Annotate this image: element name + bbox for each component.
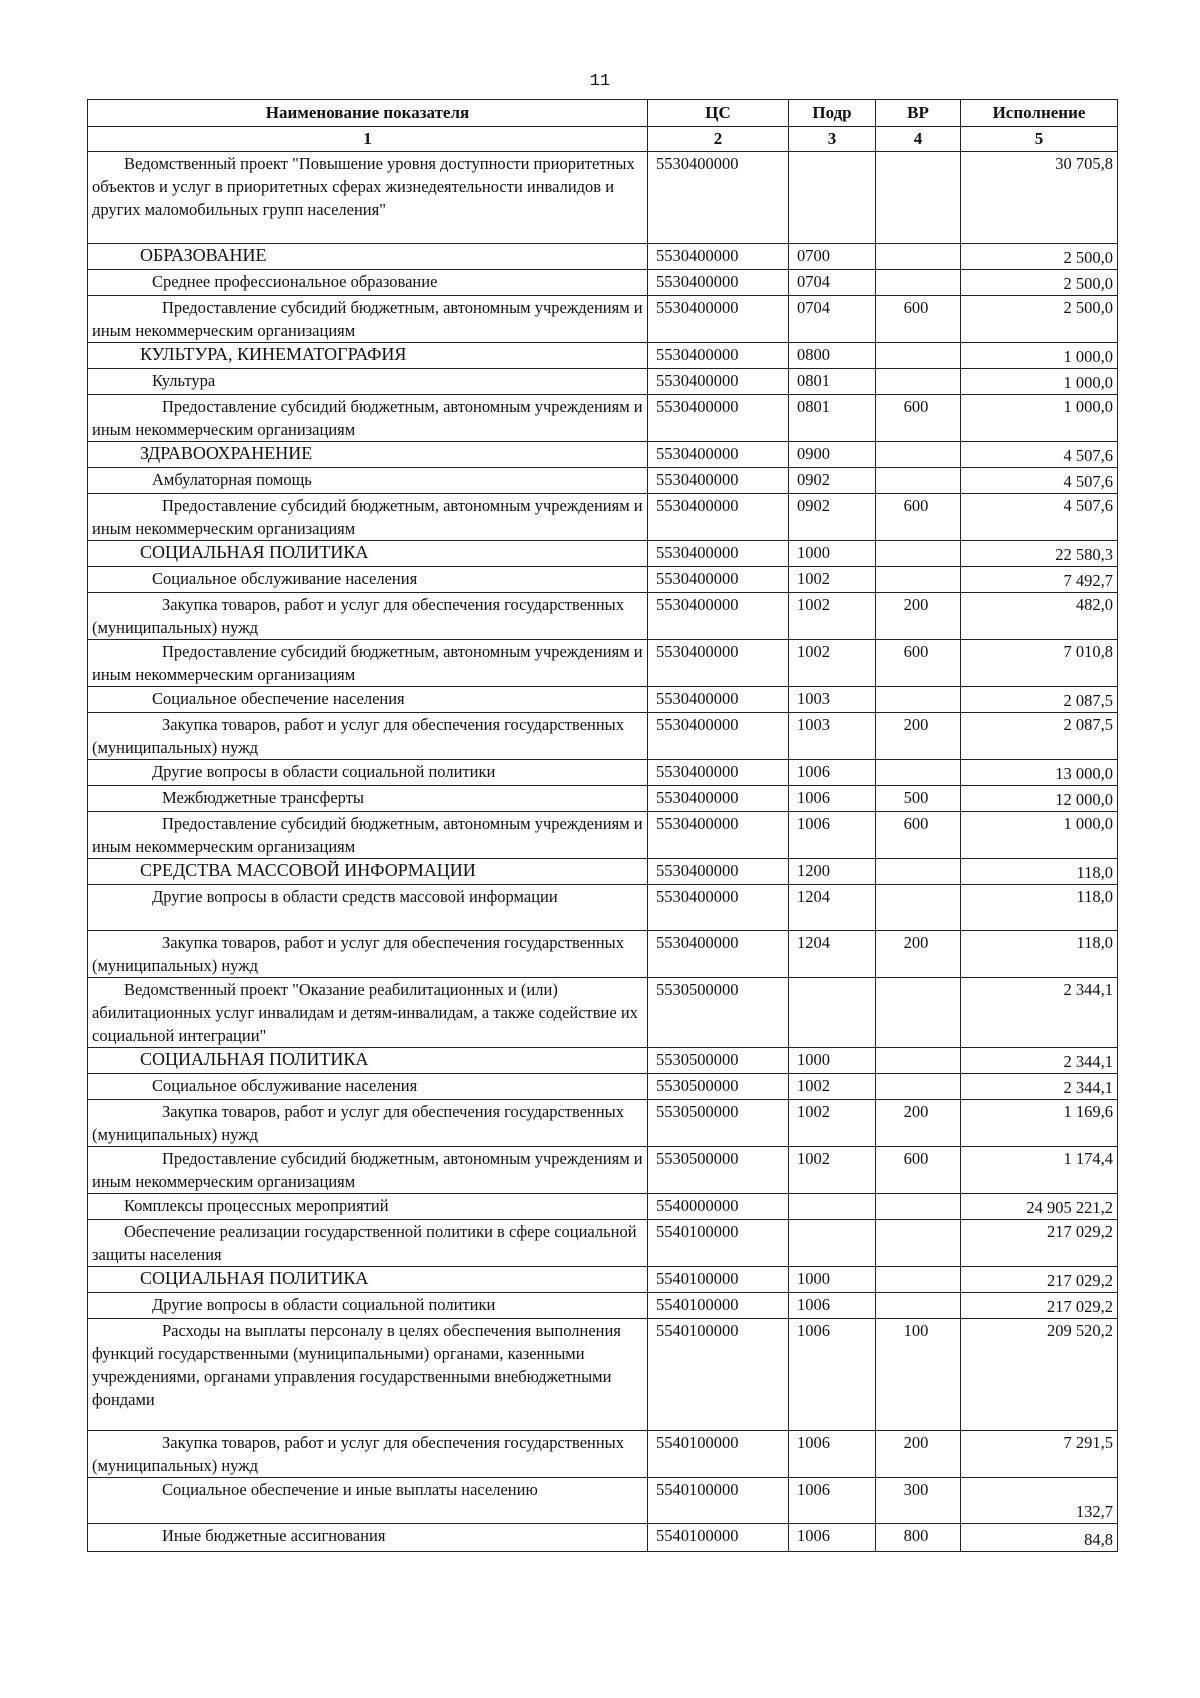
- row-podr: [789, 978, 876, 1048]
- row-podr: 0902: [789, 494, 876, 541]
- table-row: [88, 713, 1118, 760]
- row-vr: [876, 369, 961, 395]
- row-cs: 5530400000: [648, 640, 789, 687]
- row-name: Предоставление субсидий бюджетным, автономным учреждениям и иным некоммерческим организациям: [88, 1147, 648, 1194]
- row-value: 12 000,0: [961, 786, 1118, 812]
- row-name: СОЦИАЛЬНАЯ ПОЛИТИКА: [88, 541, 648, 567]
- row-vr: [876, 859, 961, 885]
- row-vr: 200: [876, 593, 961, 640]
- row-podr: 1204: [789, 885, 876, 931]
- table-row: [88, 687, 1118, 713]
- row-value: 118,0: [961, 931, 1118, 978]
- row-vr: 600: [876, 812, 961, 859]
- column-number-2: 2: [648, 127, 789, 152]
- row-cs: 5530400000: [648, 152, 789, 244]
- row-vr: [876, 343, 961, 369]
- row-podr: 1002: [789, 1147, 876, 1194]
- row-podr: 1006: [789, 1478, 876, 1524]
- row-podr: 0704: [789, 296, 876, 343]
- row-cs: 5530400000: [648, 593, 789, 640]
- row-name: СОЦИАЛЬНАЯ ПОЛИТИКА: [88, 1267, 648, 1293]
- row-vr: 100: [876, 1319, 961, 1431]
- row-podr: 1204: [789, 931, 876, 978]
- row-vr: [876, 1048, 961, 1074]
- row-cs: 5540100000: [648, 1524, 789, 1552]
- row-value: 482,0: [961, 593, 1118, 640]
- row-vr: [876, 885, 961, 931]
- row-cs: 5530400000: [648, 442, 789, 468]
- table-row: [88, 296, 1118, 343]
- row-podr: 1000: [789, 1048, 876, 1074]
- header-name: Наименование показателя: [88, 100, 648, 127]
- row-cs: 5540100000: [648, 1267, 789, 1293]
- row-name: Закупка товаров, работ и услуг для обеспечения государственных (муниципальных) нужд: [88, 593, 648, 640]
- table-row: [88, 1431, 1118, 1478]
- table-row: [88, 931, 1118, 978]
- row-value: 217 029,2: [961, 1293, 1118, 1319]
- table-row: [88, 760, 1118, 786]
- row-name: Социальное обеспечение и иные выплаты населению: [88, 1478, 648, 1524]
- row-cs: 5530400000: [648, 541, 789, 567]
- row-vr: [876, 1220, 961, 1267]
- table-row: [88, 468, 1118, 494]
- row-cs: 5530500000: [648, 978, 789, 1048]
- row-podr: 1006: [789, 1524, 876, 1552]
- row-cs: 5530400000: [648, 786, 789, 812]
- row-cs: 5530500000: [648, 1100, 789, 1147]
- row-vr: [876, 1194, 961, 1220]
- row-cs: 5530400000: [648, 687, 789, 713]
- header-cs: ЦС: [648, 100, 789, 127]
- column-number-1: 1: [88, 127, 648, 152]
- row-value: 2 500,0: [961, 244, 1118, 270]
- column-number-5: 5: [961, 127, 1118, 152]
- page-number: 11: [589, 72, 611, 91]
- row-podr: 0801: [789, 395, 876, 442]
- row-vr: 200: [876, 713, 961, 760]
- row-value: 2 344,1: [961, 1048, 1118, 1074]
- row-name: Закупка товаров, работ и услуг для обеспечения государственных (муниципальных) нужд: [88, 1431, 648, 1478]
- table-row: [88, 812, 1118, 859]
- row-value: 1 174,4: [961, 1147, 1118, 1194]
- row-value: 217 029,2: [961, 1267, 1118, 1293]
- row-podr: 0800: [789, 343, 876, 369]
- row-name: Закупка товаров, работ и услуг для обеспечения государственных (муниципальных) нужд: [88, 713, 648, 760]
- row-vr: 500: [876, 786, 961, 812]
- row-value: 2 500,0: [961, 270, 1118, 296]
- row-podr: 1002: [789, 1100, 876, 1147]
- row-vr: [876, 442, 961, 468]
- table-row: [88, 1267, 1118, 1293]
- column-number-4: 4: [876, 127, 961, 152]
- row-name: Среднее профессиональное образование: [88, 270, 648, 296]
- row-podr: [789, 1220, 876, 1267]
- row-name: Амбулаторная помощь: [88, 468, 648, 494]
- row-name: СОЦИАЛЬНАЯ ПОЛИТИКА: [88, 1048, 648, 1074]
- table-row: [88, 152, 1118, 244]
- row-name: Закупка товаров, работ и услуг для обеспечения государственных (муниципальных) нужд: [88, 931, 648, 978]
- row-name: Предоставление субсидий бюджетным, автономным учреждениям и иным некоммерческим организациям: [88, 640, 648, 687]
- row-value: 217 029,2: [961, 1220, 1118, 1267]
- row-vr: [876, 760, 961, 786]
- row-value: 2 500,0: [961, 296, 1118, 343]
- table-row: [88, 1220, 1118, 1267]
- row-podr: 0704: [789, 270, 876, 296]
- row-value: 4 507,6: [961, 442, 1118, 468]
- row-value: 4 507,6: [961, 468, 1118, 494]
- header-vr: ВР: [876, 100, 961, 127]
- row-podr: 1002: [789, 1074, 876, 1100]
- table-row: [88, 369, 1118, 395]
- row-cs: 5530400000: [648, 395, 789, 442]
- row-name: Ведомственный проект "Оказание реабилитационных и (или) абилитационных услуг инвалидам и детям-инвалидам, а также содействие их социальной интеграции": [88, 978, 648, 1048]
- row-name: Обеспечение реализации государственной политики в сфере социальной защиты населения: [88, 1220, 648, 1267]
- row-cs: 5540100000: [648, 1431, 789, 1478]
- row-name: ЗДРАВООХРАНЕНИЕ: [88, 442, 648, 468]
- table-body: [88, 152, 1118, 1552]
- row-vr: 200: [876, 1431, 961, 1478]
- row-vr: [876, 1267, 961, 1293]
- row-vr: [876, 567, 961, 593]
- table-row: [88, 1478, 1118, 1524]
- header-execution: Исполнение: [961, 100, 1118, 127]
- row-vr: [876, 270, 961, 296]
- table-row: [88, 244, 1118, 270]
- row-cs: 5540100000: [648, 1293, 789, 1319]
- row-name: Предоставление субсидий бюджетным, автономным учреждениям и иным некоммерческим организациям: [88, 296, 648, 343]
- row-value: 2 087,5: [961, 687, 1118, 713]
- row-name: Комплексы процессных мероприятий: [88, 1194, 648, 1220]
- row-vr: [876, 687, 961, 713]
- table-row: [88, 1048, 1118, 1074]
- table-row: [88, 343, 1118, 369]
- row-cs: 5530400000: [648, 244, 789, 270]
- row-value: 22 580,3: [961, 541, 1118, 567]
- row-podr: 0700: [789, 244, 876, 270]
- row-cs: 5530400000: [648, 931, 789, 978]
- row-vr: [876, 152, 961, 244]
- row-podr: 1006: [789, 1431, 876, 1478]
- row-cs: 5530400000: [648, 713, 789, 760]
- row-name: Культура: [88, 369, 648, 395]
- table-row: [88, 978, 1118, 1048]
- row-cs: 5540100000: [648, 1220, 789, 1267]
- row-name: Другие вопросы в области социальной политики: [88, 1293, 648, 1319]
- row-value: 7 291,5: [961, 1431, 1118, 1478]
- row-podr: [789, 1194, 876, 1220]
- row-name: Другие вопросы в области средств массовой информации: [88, 885, 648, 931]
- row-name: Ведомственный проект "Повышение уровня доступности приоритетных объектов и услуг в приоритетных сферах жизнедеятельности инвалидов и других маломобильных групп населения": [88, 152, 648, 244]
- row-value: 30 705,8: [961, 152, 1118, 244]
- row-vr: [876, 1293, 961, 1319]
- row-value: 118,0: [961, 859, 1118, 885]
- row-name: Другие вопросы в области социальной политики: [88, 760, 648, 786]
- table-row: [88, 1319, 1118, 1431]
- table-row: [88, 1293, 1118, 1319]
- row-vr: [876, 468, 961, 494]
- row-cs: 5540000000: [648, 1194, 789, 1220]
- row-podr: 1003: [789, 687, 876, 713]
- row-podr: 0801: [789, 369, 876, 395]
- row-value: 132,7: [961, 1478, 1118, 1524]
- row-name: Социальное обслуживание населения: [88, 1074, 648, 1100]
- row-cs: 5530500000: [648, 1147, 789, 1194]
- row-podr: 1200: [789, 859, 876, 885]
- table-row: [88, 593, 1118, 640]
- row-value: 209 520,2: [961, 1319, 1118, 1431]
- row-value: 24 905 221,2: [961, 1194, 1118, 1220]
- row-value: 1 000,0: [961, 812, 1118, 859]
- row-vr: [876, 541, 961, 567]
- row-cs: 5540100000: [648, 1319, 789, 1431]
- row-cs: 5530400000: [648, 760, 789, 786]
- row-value: 1 000,0: [961, 369, 1118, 395]
- row-vr: [876, 244, 961, 270]
- row-name: Закупка товаров, работ и услуг для обеспечения государственных (муниципальных) нужд: [88, 1100, 648, 1147]
- row-vr: 300: [876, 1478, 961, 1524]
- row-name: Предоставление субсидий бюджетным, автономным учреждениям и иным некоммерческим организациям: [88, 812, 648, 859]
- row-vr: 800: [876, 1524, 961, 1552]
- row-podr: 1006: [789, 812, 876, 859]
- table-row: [88, 494, 1118, 541]
- column-number-3: 3: [789, 127, 876, 152]
- row-vr: [876, 978, 961, 1048]
- row-vr: 600: [876, 1147, 961, 1194]
- row-podr: 1000: [789, 1267, 876, 1293]
- table-row: [88, 1100, 1118, 1147]
- row-vr: 600: [876, 494, 961, 541]
- table-row: [88, 442, 1118, 468]
- row-value: 118,0: [961, 885, 1118, 931]
- row-podr: 1006: [789, 1319, 876, 1431]
- row-cs: 5530400000: [648, 812, 789, 859]
- row-name: Предоставление субсидий бюджетным, автономным учреждениям и иным некоммерческим организациям: [88, 395, 648, 442]
- row-name: Расходы на выплаты персоналу в целях обеспечения выполнения функций государственными (муниципальными) органами, казенными учреждениями, органами управления государственными внебюджетными фондами: [88, 1319, 648, 1431]
- table-row: [88, 885, 1118, 931]
- row-podr: 0900: [789, 442, 876, 468]
- row-podr: [789, 152, 876, 244]
- table-row: [88, 567, 1118, 593]
- row-value: 1 000,0: [961, 395, 1118, 442]
- row-cs: 5530400000: [648, 343, 789, 369]
- row-name: Социальное обслуживание населения: [88, 567, 648, 593]
- row-vr: [876, 1074, 961, 1100]
- row-name: Межбюджетные трансферты: [88, 786, 648, 812]
- table-row: [88, 1147, 1118, 1194]
- table-row: [88, 786, 1118, 812]
- row-podr: 1000: [789, 541, 876, 567]
- row-podr: 1003: [789, 713, 876, 760]
- row-name: СРЕДСТВА МАССОВОЙ ИНФОРМАЦИИ: [88, 859, 648, 885]
- row-value: 13 000,0: [961, 760, 1118, 786]
- table-row: [88, 1074, 1118, 1100]
- row-podr: 1006: [789, 1293, 876, 1319]
- row-value: 2 344,1: [961, 978, 1118, 1048]
- row-value: 7 010,8: [961, 640, 1118, 687]
- budget-table: [87, 99, 1118, 1552]
- row-cs: 5530400000: [648, 859, 789, 885]
- table-row: [88, 859, 1118, 885]
- row-cs: 5530500000: [648, 1048, 789, 1074]
- row-value: 7 492,7: [961, 567, 1118, 593]
- table-row: [88, 640, 1118, 687]
- row-cs: 5530400000: [648, 369, 789, 395]
- row-value: 1 169,6: [961, 1100, 1118, 1147]
- row-vr: 600: [876, 640, 961, 687]
- row-cs: 5540100000: [648, 1478, 789, 1524]
- row-podr: 1002: [789, 593, 876, 640]
- row-cs: 5530400000: [648, 885, 789, 931]
- row-cs: 5530400000: [648, 567, 789, 593]
- row-cs: 5530400000: [648, 296, 789, 343]
- row-name: Иные бюджетные ассигнования: [88, 1524, 648, 1552]
- row-podr: 1002: [789, 640, 876, 687]
- table-row: [88, 395, 1118, 442]
- row-vr: 200: [876, 931, 961, 978]
- table-row: [88, 270, 1118, 296]
- row-vr: 600: [876, 395, 961, 442]
- table-row: [88, 541, 1118, 567]
- row-value: 84,8: [961, 1524, 1118, 1552]
- row-podr: 1006: [789, 786, 876, 812]
- row-podr: 1002: [789, 567, 876, 593]
- header-podr: Подр: [789, 100, 876, 127]
- row-value: 2 344,1: [961, 1074, 1118, 1100]
- row-podr: 0902: [789, 468, 876, 494]
- row-name: Социальное обеспечение населения: [88, 687, 648, 713]
- row-name: Предоставление субсидий бюджетным, автономным учреждениям и иным некоммерческим организациям: [88, 494, 648, 541]
- table-header: [88, 100, 1118, 152]
- table-row: [88, 1194, 1118, 1220]
- row-podr: 1006: [789, 760, 876, 786]
- row-value: 2 087,5: [961, 713, 1118, 760]
- row-cs: 5530500000: [648, 1074, 789, 1100]
- row-value: 1 000,0: [961, 343, 1118, 369]
- row-name: ОБРАЗОВАНИЕ: [88, 244, 648, 270]
- row-vr: 200: [876, 1100, 961, 1147]
- row-value: 4 507,6: [961, 494, 1118, 541]
- row-cs: 5530400000: [648, 494, 789, 541]
- row-cs: 5530400000: [648, 270, 789, 296]
- row-vr: 600: [876, 296, 961, 343]
- row-cs: 5530400000: [648, 468, 789, 494]
- row-name: КУЛЬТУРА, КИНЕМАТОГРАФИЯ: [88, 343, 648, 369]
- table-row: [88, 1524, 1118, 1552]
